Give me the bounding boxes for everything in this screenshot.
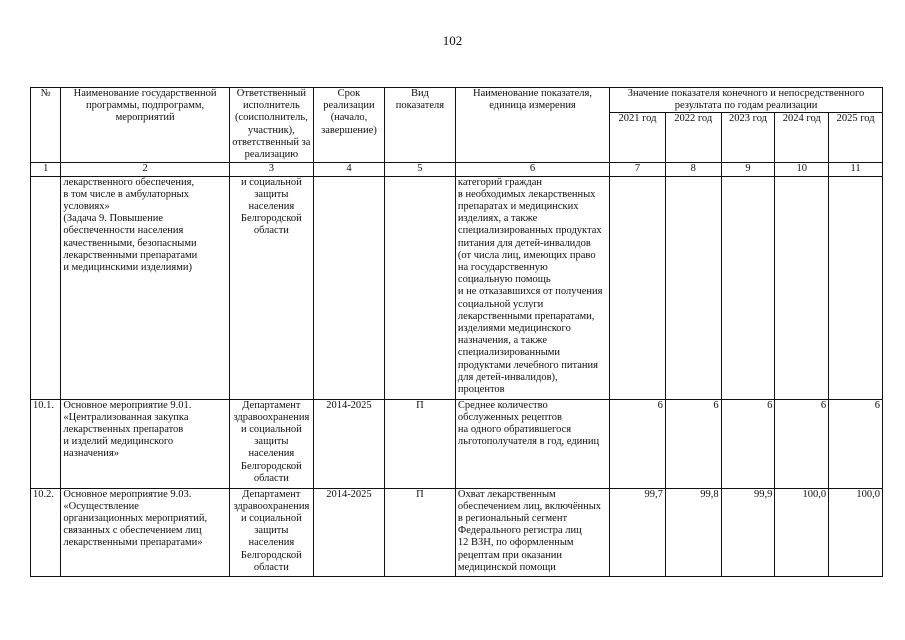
row-indicator: Охват лекарственным обеспечением лиц, включённых в региональный сегмент Федерального регистра лиц 12 ВЗН, по оформленным рецептам при оказании медицинской помощи (455, 488, 609, 576)
row-value-2025 (829, 176, 883, 399)
header-values-group: Значение показателя конечного и непосредственного результата по годам реализации (610, 88, 883, 113)
header-year-2022: 2022 год (665, 113, 721, 163)
header-row-top (31, 88, 883, 113)
row-num: 10.1. (31, 399, 61, 488)
column-number: 8 (665, 163, 721, 176)
column-number: 3 (229, 163, 313, 176)
row-type (384, 176, 455, 399)
row-period: 2014-2025 (313, 399, 384, 488)
header-num: № (31, 88, 61, 163)
row-executor: Департамент здравоохранения и социальной защиты населения Белгородской области (229, 488, 313, 576)
row-period (313, 176, 384, 399)
header-executor: Ответственный исполнитель (соисполнитель, участник), ответственный за реализацию (229, 88, 313, 163)
column-number: 10 (775, 163, 829, 176)
row-indicator: Среднее количество обслуженных рецептов на одного обратившегося льготополучателя в год, единиц (455, 399, 609, 488)
column-number: 5 (384, 163, 455, 176)
header-period: Срок реализации (начало, завершение) (313, 88, 384, 163)
row-program: Основное мероприятие 9.03. «Осуществление организационных мероприятий, связанных с обеспечением лиц лекарственными препаратами» (61, 488, 229, 576)
header-year-2025: 2025 год (829, 113, 883, 163)
row-num (31, 176, 61, 399)
header-program: Наименование государственной программы, подпрограмм, мероприятий (61, 88, 229, 163)
row-value-2021: 6 (610, 399, 666, 488)
header-year-2021: 2021 год (610, 113, 666, 163)
program-indicators-table (30, 87, 883, 577)
row-type: П (384, 488, 455, 576)
row-executor: и социальной защиты населения Белгородской области (229, 176, 313, 399)
column-number: 9 (721, 163, 775, 176)
row-program: Основное мероприятие 9.01. «Централизованная закупка лекарственных препаратов и изделий медицинского назначения» (61, 399, 229, 488)
row-value-2023 (721, 176, 775, 399)
row-executor: Департамент здравоохранения и социальной защиты населения Белгородской области (229, 399, 313, 488)
column-number: 2 (61, 163, 229, 176)
header-indicator: Наименование показателя, единица измерения (455, 88, 609, 163)
row-type: П (384, 399, 455, 488)
row-value-2024: 6 (775, 399, 829, 488)
header-type: Вид показателя (384, 88, 455, 163)
row-program: лекарственного обеспечения, в том числе в амбулаторных условиях» (Задача 9. Повышение обеспеченности населения качественными, безопасными лекарственными препаратами и медицинскими изделиями) (61, 176, 229, 399)
row-value-2022: 6 (665, 399, 721, 488)
row-value-2021 (610, 176, 666, 399)
column-number: 6 (455, 163, 609, 176)
row-value-2025: 100,0 (829, 488, 883, 576)
table-row (31, 488, 883, 576)
row-indicator: категорий граждан в необходимых лекарственных препаратах и медицинских изделиях, а также специализированных продуктах питания для детей-инвалидов (от числа лиц, имеющих право на государственную социальную помощь и не отказавшихся от получения социальной услуги лекарственными препаратами, изделиями медицинского назначения, а также специализированными продуктами лечебного питания для детей-инвалидов), процентов (455, 176, 609, 399)
row-num: 10.2. (31, 488, 61, 576)
column-number-row (31, 163, 883, 176)
header-year-2024: 2024 год (775, 113, 829, 163)
row-value-2023: 6 (721, 399, 775, 488)
page-number: 102 (442, 33, 463, 48)
row-value-2024: 100,0 (775, 488, 829, 576)
row-value-2022: 99,8 (665, 488, 721, 576)
column-number: 7 (610, 163, 666, 176)
row-period: 2014-2025 (313, 488, 384, 576)
row-value-2021: 99,7 (610, 488, 666, 576)
header-year-2023: 2023 год (721, 113, 775, 163)
row-value-2025: 6 (829, 399, 883, 488)
column-number: 1 (31, 163, 61, 176)
row-value-2023: 99,9 (721, 488, 775, 576)
row-value-2022 (665, 176, 721, 399)
column-number: 4 (313, 163, 384, 176)
column-number: 11 (829, 163, 883, 176)
row-value-2024 (775, 176, 829, 399)
table-row (31, 399, 883, 488)
table-row (31, 176, 883, 399)
